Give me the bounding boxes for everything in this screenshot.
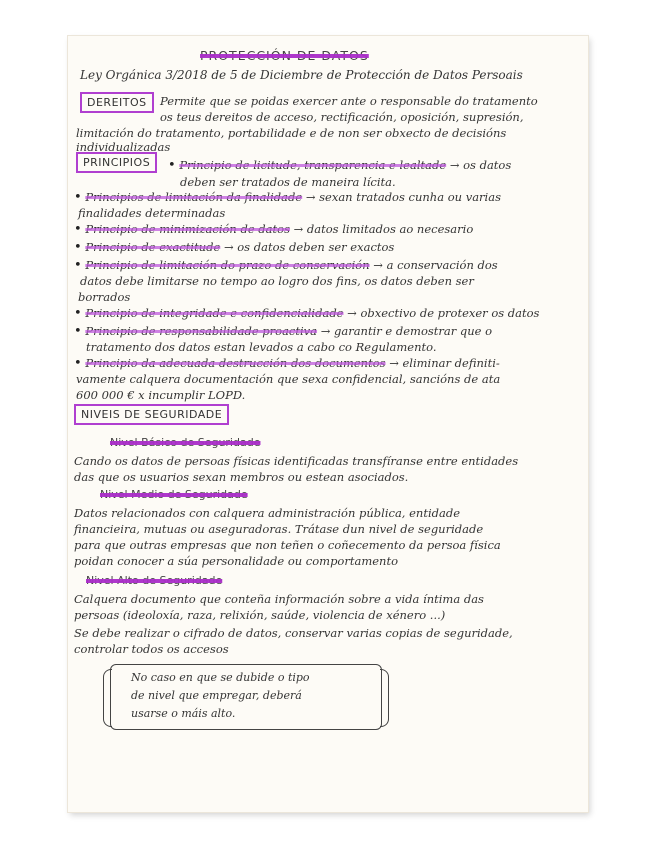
bullet-icon: • [168, 158, 176, 173]
nivel-medio-line: para que outras empresas que non teñen o coñecemento da persoa física [74, 538, 501, 552]
dereitos-line: os teus dereitos de acceso, rectificación, oposición, supresión, [160, 110, 524, 124]
principle-cont: tratamento dos datos estan levados a cabo co Regulamento. [86, 340, 437, 354]
principle-cont: deben ser tratados de maneira lícita. [180, 175, 396, 189]
nivel-alto-line: controlar todos os accesos [74, 642, 229, 656]
principle-name: Principio de minimización de datos [85, 222, 290, 236]
principle-cont: finalidades determinadas [78, 206, 226, 220]
nivel-alto-title: Nivel Alto de Seguridade [86, 574, 223, 587]
dereitos-line: limitación do tratamento, portabilidade e de non ser obxecto de decisións [76, 126, 507, 140]
nivel-medio-line: poidan conocer a súa personalidade ou comportamento [74, 554, 398, 568]
principle-name: Principio da adecuada destrucción dos documentos [85, 356, 386, 370]
dereitos-line: individualizadas [76, 140, 171, 154]
note-line: de nivel que empregar, deberá [131, 689, 302, 702]
nivel-basico-title: Nivel Básico de Seguridade [110, 436, 261, 449]
principle-name: Principio de responsabilidade proactiva [85, 324, 318, 338]
principle-desc: → sexan tratados cunha ou varias [305, 190, 501, 204]
scroll-curl-left [103, 669, 112, 727]
note-line: No caso en que se dubide o tipo [131, 671, 310, 684]
principle-cont: 600 000 € x incumplir LOPD. [76, 388, 246, 402]
principle-cont: vamente calquera documentación que sexa confidencial, sancións de ata [76, 372, 501, 386]
bullet-icon: • [74, 258, 82, 273]
nivel-alto-line: persoas (ideoloxía, raza, relixión, saúde, violencia de xénero ...) [74, 608, 446, 622]
nivel-basico-line: das que os usuarios sexan membros ou estean asociados. [74, 470, 409, 484]
principle-item [168, 158, 511, 173]
note-line: usarse o máis alto. [131, 707, 236, 720]
principle-name: Principio de integridade e confidencialidade [85, 306, 344, 320]
principle-desc: → datos limitados ao necesario [293, 222, 474, 236]
principle-item [74, 356, 500, 371]
principle-desc: → os datos deben ser exactos [223, 240, 395, 254]
principle-item [74, 306, 539, 321]
page-title: PROTECCIÓN DE DATOS [200, 48, 369, 63]
dereitos-line: Permite que se poidas exercer ante o responsable do tratamento [160, 94, 538, 108]
principle-item [74, 258, 498, 273]
principle-desc: → os datos [449, 158, 512, 172]
law-reference: Ley Orgánica 3/2018 de 5 de Diciembre de Protección de Datos Persoais [80, 68, 523, 82]
niveis-label: NIVEIS DE SEGURIDADE [74, 404, 229, 425]
nivel-alto-line: Calquera documento que conteña información sobre a vida íntima das [74, 592, 484, 606]
nivel-medio-title: Nivel Medio de Seguridade [100, 488, 248, 501]
nivel-basico-line: Cando os datos de persoas físicas identificadas transfíranse entre entidades [74, 454, 519, 468]
nivel-alto-line: Se debe realizar o cifrado de datos, conservar varias copias de seguridade, [74, 626, 513, 640]
principle-item [74, 190, 501, 205]
dereitos-label: DEREITOS [80, 92, 154, 113]
principle-cont: borrados [78, 290, 131, 304]
bullet-icon: • [74, 356, 82, 371]
bullet-icon: • [74, 190, 82, 205]
principle-name: Principio de licitude, transparencia e lealtade [179, 158, 447, 172]
bullet-icon: • [74, 240, 82, 255]
principle-name: Principio de limitación do prazo de conservación [85, 258, 370, 272]
principle-desc: → obxectivo de protexer os datos [347, 306, 540, 320]
principle-name: Principio de exactitude [85, 240, 221, 254]
bullet-icon: • [74, 324, 82, 339]
principle-item [74, 222, 473, 237]
principle-desc: → a conservación dos [373, 258, 498, 272]
bullet-icon: • [74, 306, 82, 321]
note-scroll [110, 664, 382, 730]
notebook-page [68, 36, 588, 812]
principle-desc: → eliminar definiti- [389, 356, 500, 370]
nivel-medio-line: financieira, mutuas ou aseguradoras. Trátase dun nivel de seguridade [74, 522, 484, 536]
principle-item [74, 240, 394, 255]
principle-name: Principios de limitación da finalidade [85, 190, 303, 204]
principle-item [74, 324, 492, 339]
principle-desc: → garantir e demostrar que o [320, 324, 493, 338]
nivel-medio-line: Datos relacionados con calquera administración pública, entidade [74, 506, 461, 520]
bullet-icon: • [74, 222, 82, 237]
scroll-curl-right [380, 669, 389, 727]
principle-cont: datos debe limitarse no tempo ao logro dos fins, os datos deben ser [80, 274, 474, 288]
principios-label: PRINCIPIOS [76, 152, 157, 173]
